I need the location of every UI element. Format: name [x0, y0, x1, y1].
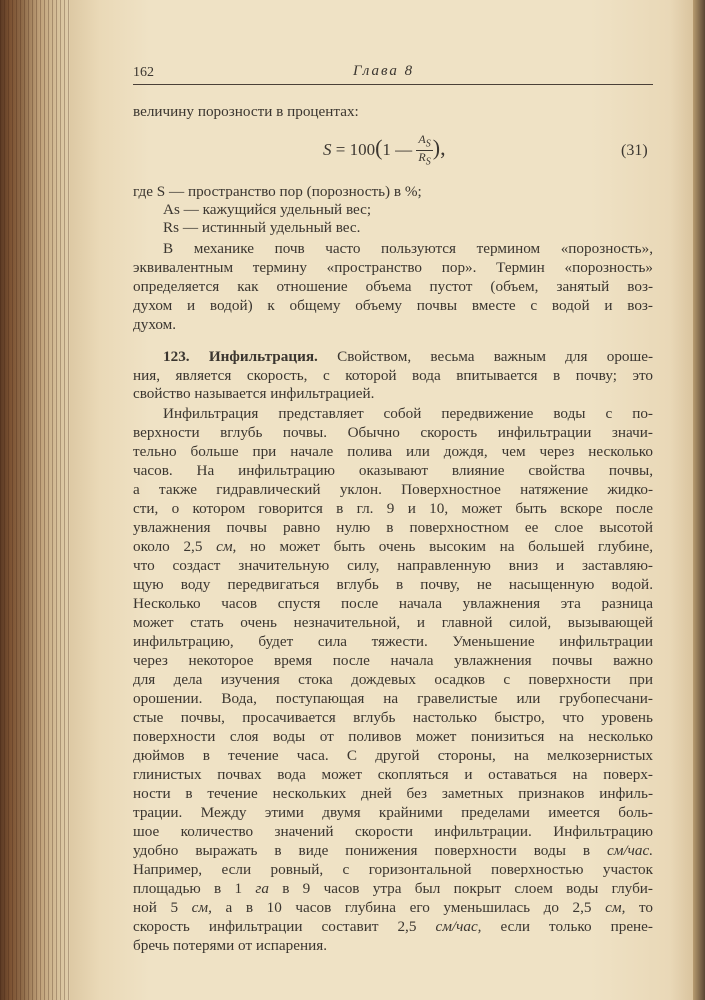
text-line: ности в течение нескольких дней без заметных признаков инфиль-	[133, 785, 653, 802]
unit-span: га	[255, 880, 269, 897]
text-line: а также гидравлический уклон. Поверхностное натяжение жидко-	[133, 481, 653, 498]
formula-denominator: R	[418, 150, 426, 165]
text-line: эквивалентным термину «пространство пор». Термин «порозность»	[133, 259, 653, 276]
section-heading-line	[163, 348, 653, 366]
text-line: инфильтрацию, будет сила тяжести. Уменьшение инфильтрации	[133, 633, 653, 650]
text-line-mixed	[133, 880, 653, 898]
formula-numerator-sub: S	[425, 138, 431, 150]
running-head: Глава 8	[353, 63, 415, 79]
page-edges	[0, 0, 70, 1000]
text-line: поверхности слоя воды от поливов может понизиться на несколько	[133, 728, 653, 745]
formula-lhs: S	[323, 139, 332, 159]
text-span: площадью в 1	[133, 880, 256, 897]
header-rule	[133, 84, 653, 85]
text-line: духом.	[133, 316, 177, 333]
text-line: для дела изучения стока дождевых осадков с поверхности при	[133, 671, 653, 688]
formula-paren: (	[375, 134, 383, 160]
equation-number: (31)	[621, 142, 648, 159]
formula-one-minus: 1 —	[382, 139, 413, 159]
text-line: что создаст значительную силу, направленную вниз и заставляю-	[133, 557, 653, 574]
text-span: скорость инфильтрации составит 2,5	[133, 918, 436, 935]
text-span: около 2,5	[133, 538, 217, 555]
text-line: шое количество значений скорости инфильтрации. Инфильтрацию	[133, 823, 653, 840]
text-line: Инфильтрация представляет собой передвижение воды с по-	[163, 405, 653, 422]
text-line-mixed	[133, 842, 653, 860]
text-line: Несколько часов спустя после начала увлажнения эта разница	[133, 595, 653, 612]
text-span: то	[625, 899, 654, 916]
page-number: 162	[133, 65, 154, 80]
text-line: часов. На инфильтрацию оказывают влияние свойства почвы,	[133, 462, 653, 479]
text-line: щую воду передвигаться вглубь в почву, не насыщенную водой.	[133, 576, 653, 593]
text-line: ния, является скорость, с которой вода впитывается в почву; это	[133, 367, 653, 384]
text-line: глинистых почвах вода может скопляться и оставаться на поверх-	[133, 766, 653, 783]
text-line: В механике почв часто пользуются термином «порозность»,	[163, 240, 653, 257]
text-line: бречь потерями от испарения.	[133, 937, 327, 954]
text-line: определяется как отношение объема пустот (объем, занятый воз-	[133, 278, 653, 295]
text-span: ной 5	[133, 899, 192, 916]
unit-span: см,	[191, 899, 212, 916]
unit-span: см,	[216, 538, 237, 555]
formula-coefficient: 100	[349, 139, 376, 159]
text-line: Rs — истинный удельный вес.	[163, 219, 361, 236]
text-line: орошении. Вода, поступающая на гравелистые или грубопесчани-	[133, 690, 653, 707]
formula-numerator: A	[418, 132, 426, 146]
text-line: сти, о котором говорится в гл. 9 и 10, может быть вскоре после	[133, 500, 653, 517]
unit-span: см/час.	[606, 842, 653, 859]
page-right-edge	[693, 0, 705, 1000]
text-span: в 9 часов утра был покрыт слоем воды глуби-	[268, 880, 653, 897]
formula-equals: =	[335, 139, 346, 159]
text-span: если только прене-	[481, 918, 653, 935]
text-line-mixed	[133, 918, 653, 936]
text-line: Например, если ровный, с горизонтальной поверхностью участок	[133, 861, 653, 878]
text-line: духом и водой) к общему объему почвы вместе с водой и воз-	[133, 297, 653, 314]
text-line: величину порозности в процентах:	[133, 103, 359, 120]
text-span: а в 10 часов глубина его уменьшилась до 2,5	[211, 899, 606, 916]
formula-fraction	[416, 133, 432, 169]
text-line: свойство называется инфильтрацией.	[133, 385, 375, 402]
text-line: тельно больше при начале полива или дождя, чем через несколько	[133, 443, 653, 460]
text-line: дюймов в течение часа. С другой стороны, на мелкозернистых	[133, 747, 653, 764]
text-line: стые почвы, просачивается вглубь настолько быстро, что уровень	[133, 709, 653, 726]
text-span: но может быть очень высоким на большей глубине,	[236, 538, 653, 555]
text-span: удобно выражать в виде понижения поверхности воды в	[133, 842, 607, 859]
section-heading: 123. Инфильтрация.	[163, 348, 318, 365]
text-line: где S — пространство пор (порозность) в %;	[133, 183, 422, 200]
text-line: через некоторое время после начала увлажнения почвы важно	[133, 652, 653, 669]
formula-close: ),	[432, 134, 446, 160]
unit-span: см,	[605, 899, 626, 916]
text-line-mixed	[133, 899, 653, 917]
unit-span: см/час,	[435, 918, 482, 935]
text-line: может стать очень незначительной, и главной силой, вызывающей	[133, 614, 653, 631]
text-span: Свойством, весьма важным для ороше-	[317, 348, 653, 365]
text-line: As — кажущийся удельный вес;	[163, 201, 372, 218]
text-line: увлажнения почвы равно нулю в поверхностном ее слое высотой	[133, 519, 653, 536]
text-line-mixed	[133, 538, 653, 556]
formula-denominator-sub: S	[425, 156, 431, 168]
text-line: трации. Между этими двумя крайними пределами имеется боль-	[133, 804, 653, 821]
formula-31	[323, 133, 446, 169]
text-line: верхности вглубь почвы. Обычно скорость инфильтрации значи-	[133, 424, 653, 441]
